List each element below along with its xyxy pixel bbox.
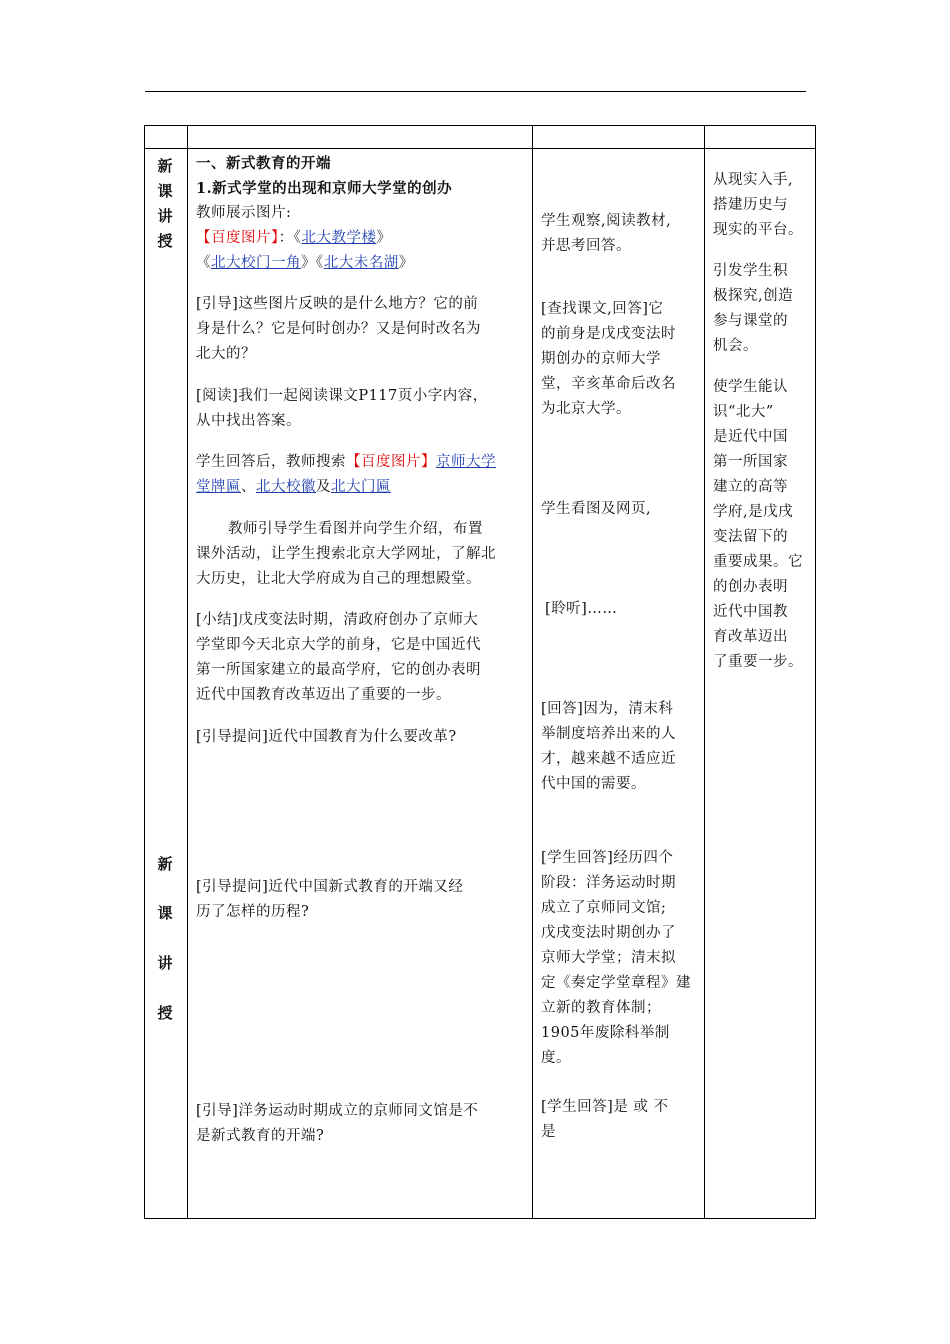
design-intent-3: 变法留下的 [713,529,788,545]
guide-question-1: [引导]这些图片反映的是什么地方？它的前 [196,296,479,312]
column-divider [532,126,533,1218]
link-jingshi-plaque[interactable]: 堂牌匾 [196,479,241,495]
header-rule [145,91,806,92]
search-line-1: 学生回答后，教师搜索【百度图片】京师大学 [196,454,496,470]
student-activity-6: 定《奏定学堂章程》建 [541,975,691,991]
side-label-char: 课 [157,904,173,922]
design-intent-3: 识“北大” [713,404,774,420]
student-activity-6: 成立了京师同文馆; [541,900,667,916]
teacher-guidance: 大历史，让北大学府成为自己的理想殿堂。 [196,571,481,587]
side-label-char: 讲 [157,207,173,225]
baidu-images-tag: 【百度图片】 [196,230,279,246]
guide-question-4: 历了怎样的历程? [196,904,310,920]
student-activity-3: 学生看图及网页, [541,501,652,517]
student-activity-6: 京师大学堂；清末拟 [541,950,676,966]
design-intent-1: 从现实入手, [713,172,794,188]
student-activity-4: [聆听]…… [545,601,618,617]
design-intent-3: 育改革迈出 [713,629,788,645]
teacher-guidance: 课外活动，让学生搜索北京大学网址，了解北 [196,546,496,562]
student-activity-2: 为北京大学。 [541,401,631,417]
guide-question-4: [引导提问]近代中国新式教育的开端又经 [196,879,464,895]
design-intent-3: 第一所国家 [713,454,788,470]
design-intent-3: 使学生能认 [713,379,788,395]
student-activity-5: [回答]因为，清末科 [541,701,674,717]
side-label-char: 授 [157,232,173,250]
student-activity-1: 学生观察,阅读教材, [541,213,672,229]
design-intent-3: 重要成果。它 [713,554,803,570]
image-links-line-2: 《北大校门一角》《北大未名湖》 [196,255,414,271]
column-divider [704,126,705,1218]
student-activity-7: [学生回答]是 或 不 [541,1099,669,1115]
guide-question-5: 是新式教育的开端? [196,1128,325,1144]
design-intent-3: 的创办表明 [713,579,788,595]
design-intent-3: 了重要一步。 [713,654,803,670]
student-activity-2: 期创办的京师大学 [541,351,661,367]
design-intent-3: 学府,是戊戌 [713,504,794,520]
side-label-char: 授 [157,1004,173,1022]
show-images-text: 教师展示图片: [196,205,292,221]
summary: 第一所国家建立的最高学府，它的创办表明 [196,662,481,678]
column-divider [187,126,188,1218]
reading-instruction: 从中找出答案。 [196,413,301,429]
student-activity-2: [查找课文,回答]它 [541,301,664,317]
design-intent-1: 搭建历史与 [713,197,788,213]
student-activity-5: 代中国的需要。 [541,776,646,792]
search-line-2: 堂牌匾、北大校徽及北大门匾 [196,479,391,495]
subsection-title: 1.新式学堂的出现和京师大学堂的创办 [196,180,453,197]
student-activity-6: 1905年废除科举制 [541,1025,670,1041]
link-pku-gate-corner[interactable]: 北大校门一角 [211,255,301,271]
design-intent-3: 是近代中国 [713,429,788,445]
side-label-char: 讲 [157,954,173,972]
side-label-char: 新 [157,855,173,873]
link-pku-emblem[interactable]: 北大校徽 [256,479,316,495]
baidu-images-tag: 【百度图片】 [346,454,436,470]
student-activity-2: 堂，辛亥革命后改名 [541,376,676,392]
design-intent-2: 极探究,创造 [713,288,794,304]
link-pku-teaching-building[interactable]: 北大教学楼 [301,230,377,246]
student-activity-2: 的前身是戊戌变法时 [541,326,676,342]
student-activity-6: 戊戌变法时期创办了 [541,925,676,941]
header-row-divider [145,148,815,149]
summary: [小结]戊戌变法时期，清政府创办了京师大 [196,612,479,628]
design-intent-2: 引发学生积 [713,263,788,279]
student-activity-6: 度。 [541,1050,571,1066]
guide-question-1: 身是什么？它是何时创办？又是何时改名为 [196,321,481,337]
student-activity-5: 才，越来越不适应近 [541,751,676,767]
design-intent-3: 建立的高等 [713,479,788,495]
image-links-line-1: 【百度图片】：《北大教学楼》 [196,230,392,246]
summary: 近代中国教育改革迈出了重要的一步。 [196,687,451,703]
link-jingshi-plaque[interactable]: 京师大学 [436,454,496,470]
student-activity-5: 举制度培养出来的人 [541,726,676,742]
student-activity-6: 阶段：洋务运动时期 [541,875,676,891]
side-label-char: 课 [157,182,173,200]
guide-question-5: [引导]洋务运动时期成立的京师同文馆是不 [196,1103,479,1119]
design-intent-2: 机会。 [713,338,758,354]
teacher-guidance: 教师引导学生看图并向学生介绍，布置 [228,521,483,537]
guide-question-1: 北大的？ [196,346,256,362]
link-pku-gate-plaque[interactable]: 北大门匾 [331,479,391,495]
student-activity-1: 并思考回答。 [541,238,631,254]
design-intent-1: 现实的平台。 [713,222,803,238]
student-activity-7: 是 [541,1124,556,1140]
student-activity-6: 立新的教育体制； [541,1000,661,1016]
section-title: 一、新式教育的开端 [196,155,331,172]
guide-question-3: [引导提问]近代中国教育为什么要改革? [196,729,457,745]
design-intent-3: 近代中国教 [713,604,788,620]
summary: 学堂即今天北京大学的前身，它是中国近代 [196,637,481,653]
student-activity-6: [学生回答]经历四个 [541,850,674,866]
design-intent-2: 参与课堂的 [713,313,788,329]
reading-instruction: [阅读]我们一起阅读课文P117页小字内容， [196,388,488,404]
link-pku-weiming-lake[interactable]: 北大未名湖 [323,255,399,271]
side-label-char: 新 [157,157,173,175]
